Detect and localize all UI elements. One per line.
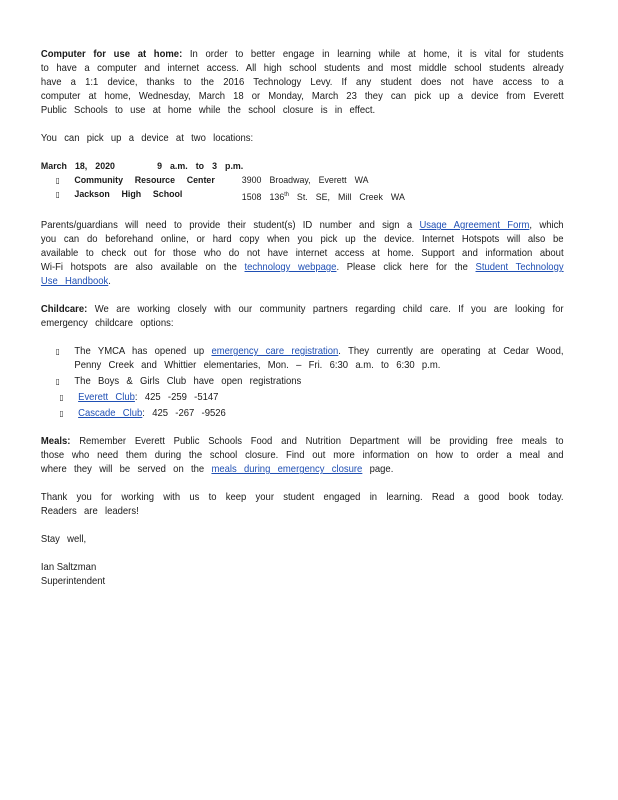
parents-text: , which you can do beforehand online, or hard copy when you pick up the device. Internet Hotspots will also be available to check out for those who do not have internet access at home. Support and information about Wi-Fi hotspots are also available on the bbox=[40, 220, 564, 274]
bullet-icon: ▯ bbox=[55, 176, 60, 185]
list-item bbox=[56, 345, 564, 373]
meals-heading: Meals: bbox=[40, 436, 71, 448]
item-text: The YMCA has opened up bbox=[74, 346, 212, 358]
bullet-icon: ▯ bbox=[55, 190, 60, 199]
bullet-icon: ▯ bbox=[55, 377, 60, 387]
signer-name: Ian Saltzman bbox=[40, 562, 97, 574]
address-rest: St. SE, Mill Creek WA bbox=[288, 192, 405, 204]
club-item bbox=[60, 391, 564, 405]
parents-paragraph bbox=[41, 219, 564, 289]
childcare-heading: Childcare: bbox=[40, 304, 88, 316]
pickup-intro: You can pick up a device at two locations: bbox=[40, 133, 254, 144]
list-item bbox=[56, 375, 564, 389]
computer-paragraph bbox=[41, 48, 564, 118]
parents-text: . bbox=[108, 276, 111, 288]
computer-text: In order to better engage in learning while at home, it is vital for students to have a computer and internet access. All high school students and most middle school students already have a 1:1 device, thanks to the 2016 Technology Levy. If any student does not have access to a computer at home, Wednesday, March 18 or Monday, March 23 they can pick up a device from Everett Public Schools to use at home while the school closure is in effect. bbox=[40, 49, 564, 116]
everett-club-link[interactable]: Everett Club bbox=[78, 392, 135, 404]
childcare-list bbox=[41, 345, 564, 421]
list-item-text: The Boys & Girls Club have open registrations bbox=[74, 376, 302, 388]
address-number: 1508 136 bbox=[241, 192, 285, 204]
schedule-time: 9 a.m. to 3 p.m. bbox=[157, 161, 244, 172]
technology-webpage-link[interactable]: technology webpage bbox=[244, 262, 337, 274]
childcare-text: We are working closely with our community partners regarding child care. If you are looking for emergency childcare options: bbox=[40, 304, 564, 330]
meals-text: page. bbox=[362, 464, 394, 476]
item-text: . They currently are operating at Cedar Wood, Penny Creek and Whittier elementaries, Mon. – Fri. 6:30 a.m. to 6:30 p.m. bbox=[74, 346, 564, 372]
club-item bbox=[60, 407, 564, 421]
usage-agreement-link[interactable]: Usage Agreement Form bbox=[419, 220, 530, 232]
meals-link[interactable]: meals during emergency closure bbox=[211, 464, 363, 476]
parents-text: Parents/guardians will need to provide their student(s) ID number and sign a bbox=[40, 220, 420, 232]
signer-title: Superintendent bbox=[40, 576, 106, 588]
location-address bbox=[242, 188, 405, 205]
location-name: Jackson High School bbox=[74, 189, 183, 200]
bullet-icon: ▯ bbox=[55, 347, 60, 357]
address-ordinal: th bbox=[284, 192, 289, 198]
computer-heading: Computer for use at home: bbox=[40, 49, 183, 60]
location-row bbox=[56, 188, 564, 205]
bullet-icon: ▯ bbox=[59, 409, 64, 419]
schedule-header bbox=[41, 160, 564, 174]
location-address: 3900 Broadway, Everett WA bbox=[241, 175, 369, 186]
bullet-icon: ▯ bbox=[59, 393, 64, 403]
location-name: Community Resource Center bbox=[74, 175, 215, 186]
club-text bbox=[78, 391, 563, 405]
schedule-date: March 18, 2020 bbox=[40, 161, 115, 172]
emergency-care-registration-link[interactable]: emergency care registration bbox=[211, 346, 339, 358]
childcare-paragraph bbox=[41, 303, 564, 331]
location-row bbox=[56, 174, 564, 188]
signature-block bbox=[41, 561, 564, 589]
club-text bbox=[78, 407, 563, 421]
signoff: Stay well, bbox=[40, 534, 87, 546]
schedule bbox=[41, 160, 564, 205]
club-phone: : 425 -259 -5147 bbox=[134, 392, 219, 404]
parents-text: . Please click here for the bbox=[336, 262, 476, 274]
cascade-club-link[interactable]: Cascade Club bbox=[78, 408, 143, 420]
handbook-link[interactable]: Student Technology Use Handbook bbox=[40, 262, 564, 288]
closing-paragraph: Thank you for working with us to keep your student engaged in learning. Read a good book today. Readers are leaders! bbox=[40, 492, 564, 518]
meals-text: Remember Everett Public Schools Food and Nutrition Department will be providing free meals to those who need them during the school closure. Find out more information on how to order a meal and where they will be served on the bbox=[40, 436, 564, 476]
list-item-text bbox=[74, 345, 563, 373]
meals-paragraph bbox=[41, 435, 564, 477]
club-phone: : 425 -267 -9526 bbox=[142, 408, 226, 420]
